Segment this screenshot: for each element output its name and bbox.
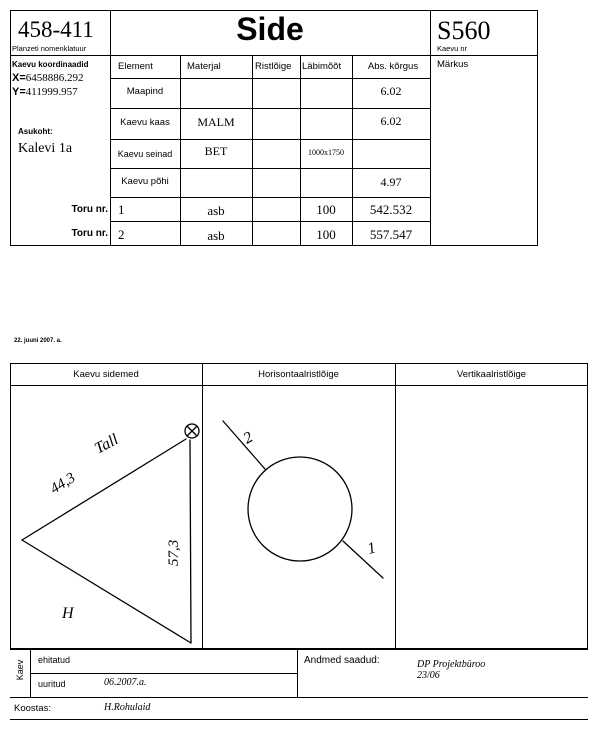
sketch-label-dist-right: 57,3 bbox=[166, 539, 182, 566]
row-line-2 bbox=[110, 108, 430, 109]
date-stamp: 22. juuni 2007. a. bbox=[14, 338, 62, 344]
footer-bottom-line bbox=[10, 697, 588, 698]
row-line-5 bbox=[110, 197, 430, 198]
header-vertical-section: Vertikaalristlõige bbox=[456, 369, 527, 380]
footer-middle-divider bbox=[297, 649, 298, 697]
row-line-3 bbox=[110, 139, 430, 140]
col-header-material: Materjal bbox=[187, 61, 221, 72]
nomenclature-value: 458-411 bbox=[18, 17, 94, 42]
row-material-walls: BET bbox=[204, 144, 228, 158]
pipe-2-no: 2 bbox=[118, 227, 125, 242]
compiled-label: Koostas: bbox=[14, 703, 51, 714]
col-header-notes: Märkus bbox=[437, 59, 469, 70]
row-diameter-walls: 1000x1750 bbox=[308, 148, 344, 157]
row-height-lid: 6.02 bbox=[380, 114, 402, 128]
data-from-date: 23/06 bbox=[417, 670, 440, 681]
coords-label: Kaevu koordinaadid bbox=[12, 60, 89, 69]
row-element-ground: Maapind bbox=[126, 86, 164, 97]
pipe-1-no: 1 bbox=[118, 202, 125, 217]
row-element-bottom: Kaevu põhi bbox=[121, 176, 169, 187]
header-divider-right bbox=[430, 10, 431, 246]
page-title: Side bbox=[236, 11, 304, 47]
pipe-1-line bbox=[343, 541, 383, 578]
pipe-2-material: asb bbox=[207, 228, 225, 243]
side-label: Kaev bbox=[15, 659, 25, 681]
surveyed-value: 06.2007.a. bbox=[104, 677, 147, 688]
row-line-1 bbox=[110, 78, 430, 79]
horizontal-section-sketch bbox=[203, 386, 395, 648]
row-line-4 bbox=[110, 168, 430, 169]
pipe-2-line bbox=[223, 421, 265, 469]
pipe-2-height: 557.547 bbox=[369, 227, 413, 242]
nomenclature-label: Planzeti nomenklatuur bbox=[12, 44, 87, 53]
pipe-2-diameter: 100 bbox=[316, 227, 336, 242]
row-height-ground: 6.02 bbox=[380, 84, 402, 98]
pipe-1-material: asb bbox=[207, 203, 225, 218]
header-horizontal-section: Horisontaalristlõige bbox=[258, 369, 339, 380]
pipe-2-label: Toru nr. bbox=[71, 228, 108, 239]
data-from-value: DP Projektbüroo bbox=[417, 659, 486, 670]
pipe-2-mark: 2 bbox=[240, 428, 256, 448]
col-header-element: Element bbox=[118, 61, 153, 72]
coord-x-label: X= bbox=[12, 72, 26, 84]
coord-x bbox=[12, 72, 84, 84]
pipe-1-mark: 1 bbox=[365, 539, 378, 558]
coord-y bbox=[12, 86, 78, 98]
location-value: Kalevi 1a bbox=[18, 141, 73, 156]
row-height-bottom: 4.97 bbox=[380, 175, 402, 189]
bottom-divider-2 bbox=[395, 363, 396, 649]
coord-y-value: 411999.957 bbox=[25, 86, 78, 98]
well-number: S560 bbox=[437, 16, 491, 45]
row-element-lid: Kaevu kaas bbox=[120, 117, 170, 128]
header-connections: Kaevu sidemed bbox=[73, 369, 139, 380]
row-element-walls: Kaevu seinad bbox=[117, 149, 173, 159]
connection-line-right bbox=[190, 440, 191, 643]
built-label: ehitatud bbox=[38, 655, 71, 665]
footer-row-line bbox=[30, 673, 297, 674]
data-from-label: Andmed saadud: bbox=[304, 655, 380, 666]
well-number-label: Kaevu nr bbox=[437, 44, 468, 53]
footer-top-line bbox=[10, 649, 588, 650]
header-bottom-line bbox=[10, 55, 538, 56]
col-line-2 bbox=[252, 55, 253, 246]
pipe-1-diameter: 100 bbox=[316, 202, 336, 217]
col-header-cross: Ristlõige bbox=[255, 61, 292, 72]
coord-y-label: Y= bbox=[12, 86, 26, 98]
surveyed-label: uuritud bbox=[38, 679, 66, 689]
row-line-6 bbox=[110, 221, 430, 222]
well-cross-section bbox=[248, 457, 352, 561]
compiled-value: H.Rohulaid bbox=[104, 702, 151, 713]
col-header-height: Abs. kõrgus bbox=[367, 61, 419, 72]
row-material-lid: MALM bbox=[197, 115, 235, 129]
connections-sketch bbox=[10, 386, 202, 648]
pipe-1-height: 542.532 bbox=[369, 202, 413, 217]
footer-compiled-line bbox=[10, 719, 588, 720]
col-header-diameter: Läbimõõt bbox=[302, 61, 342, 72]
pipe-1-label: Toru nr. bbox=[71, 204, 108, 215]
sketch-label-tall: Tall bbox=[91, 431, 122, 458]
location-label: Asukoht: bbox=[18, 127, 53, 136]
sketch-label-h: H bbox=[62, 605, 74, 622]
sketch-label-dist-left: 44,3 bbox=[47, 469, 79, 498]
coord-x-value: 6458886.292 bbox=[25, 72, 84, 84]
